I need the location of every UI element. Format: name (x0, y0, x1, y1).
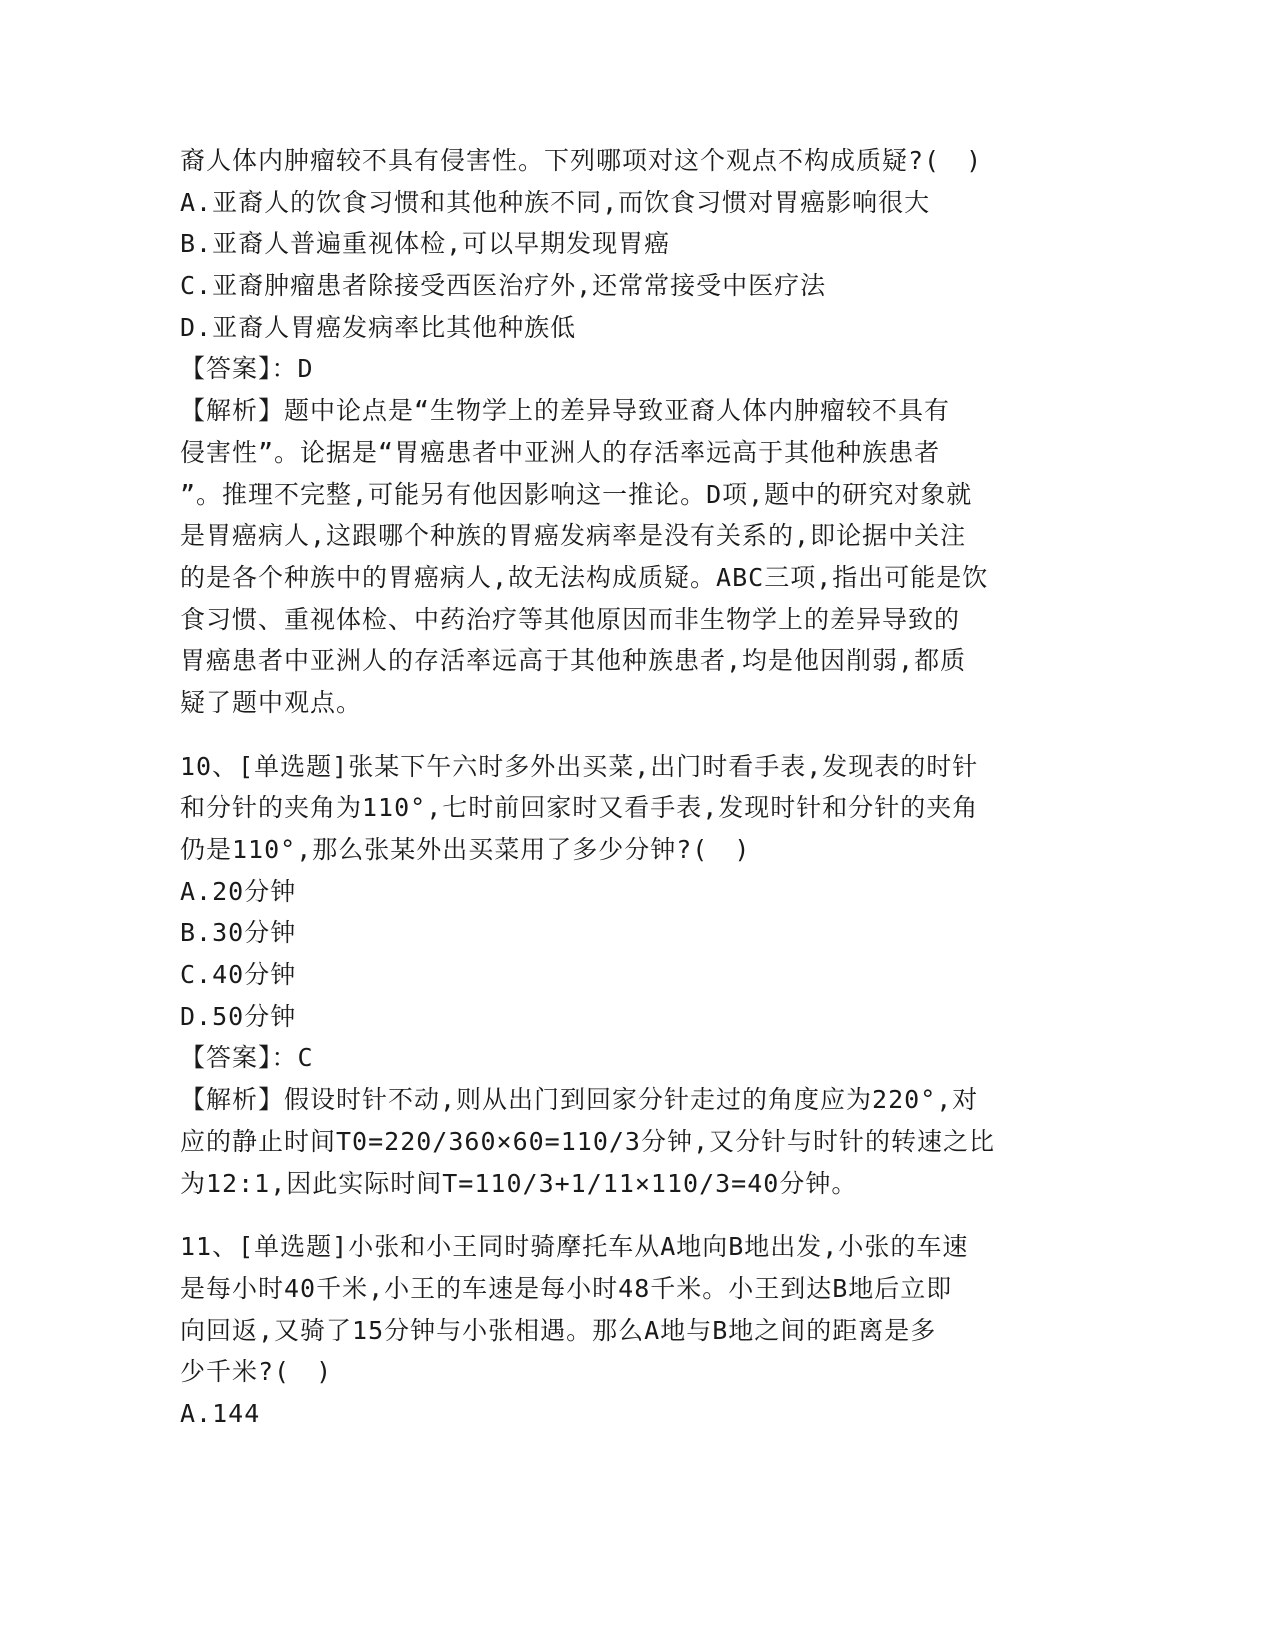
q9-option-b: B.亚裔人普遍重视体检,可以早期发现胃癌 (180, 229, 671, 259)
q9-analysis-line: 疑了题中观点。 (180, 687, 363, 717)
q9-option-c: C.亚裔肿瘤患者除接受西医治疗外,还常常接受中医疗法 (180, 271, 827, 301)
q10-stem-line: 仍是110°,那么张某外出买菜用了多少分钟?( ) (180, 835, 751, 864)
q11-option-a: A.144 (180, 1398, 261, 1428)
q9-answer: 【答案】：D (180, 354, 314, 384)
section-gap (180, 724, 1060, 746)
q10-stem-line: 10、[单选题]张某下午六时多外出买菜,出门时看手表,发现表的时针 (180, 751, 979, 781)
q9-analysis-line: ”。推理不完整,可能另有他因影响这一推论。D项,题中的研究对象就 (180, 479, 973, 509)
q9-analysis-line: 食习惯、重视体检、中药治疗等其他原因而非生物学上的差异导致的 (180, 604, 961, 634)
q9-analysis-line: 【解析】题中论点是“生物学上的差异导致亚裔人体内肿瘤较不具有 (180, 396, 951, 426)
q9-stem-tail: 裔人体内肿瘤较不具有侵害性。下列哪项对这个观点不构成质疑?( ) (180, 146, 983, 175)
q11-stem-line: 少千米?( ) (180, 1357, 333, 1387)
q10-option-d: D.50分钟 (180, 1001, 297, 1031)
q11-stem-line: 11、[单选题]小张和小王同时骑摩托车从A地向B地出发,小张的车速 (180, 1232, 969, 1262)
q10-answer: 【答案】：C (180, 1043, 314, 1073)
q9-analysis-line: 侵害性”。论据是“胃癌患者中亚洲人的存活率远高于其他种族患者 (180, 437, 941, 467)
q10-analysis-line: 为12:1,因此实际时间T=110/3+1/11×110/3=40分钟。 (180, 1168, 858, 1198)
q11-stem-line: 是每小时40千米,小王的车速是每小时48千米。小王到达B地后立即 (180, 1273, 953, 1303)
q10-option-a: A.20分钟 (180, 876, 297, 906)
q10-analysis-line: 【解析】假设时针不动,则从出门到回家分针走过的角度应为220°,对 (180, 1085, 979, 1115)
q10-option-b: B.30分钟 (180, 918, 297, 948)
q10-option-c: C.40分钟 (180, 960, 297, 990)
q9-option-d: D.亚裔人胃癌发病率比其他种族低 (180, 312, 577, 342)
q11-stem-line: 向回返,又骑了15分钟与小张相遇。那么A地与B地之间的距离是多 (180, 1315, 937, 1345)
q10-stem-line: 和分针的夹角为110°,七时前回家时又看手表,发现时针和分针的夹角 (180, 793, 979, 823)
q9-analysis-line: 胃癌患者中亚洲人的存活率远高于其他种族患者,均是他因削弱,都质 (180, 646, 967, 676)
page-content (180, 140, 1060, 1435)
q9-option-a: A.亚裔人的饮食习惯和其他种族不同,而饮食习惯对胃癌影响很大 (180, 187, 931, 217)
q9-analysis-line: 是胃癌病人,这跟哪个种族的胃癌发病率是没有关系的,即论据中关注 (180, 521, 967, 551)
section-gap (180, 1204, 1060, 1226)
q10-analysis-line: 应的静止时间T0=220/360×60=110/3分钟,又分针与时针的转速之比 (180, 1126, 996, 1156)
q9-analysis-line: 的是各个种族中的胃癌病人,故无法构成质疑。ABC三项,指出可能是饮 (180, 562, 989, 592)
